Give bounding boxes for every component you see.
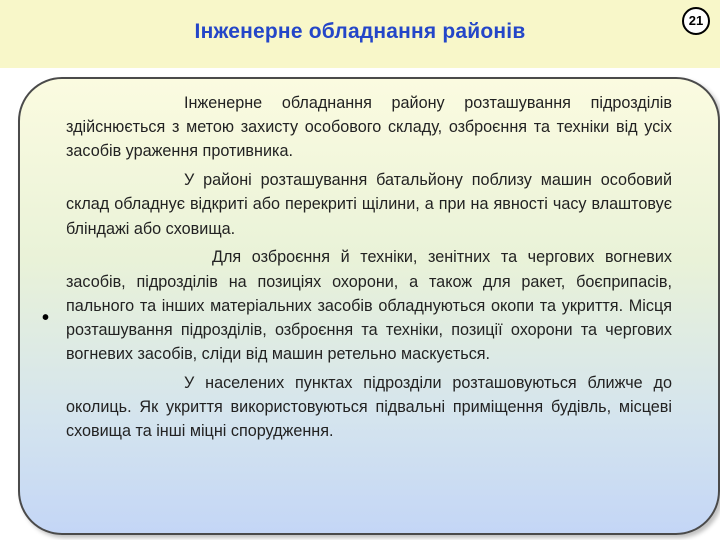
title-bar	[0, 0, 720, 68]
paragraph-2: У районі розташування батальйону поблизу машин особовий склад обладнує відкриті або перекриті щілини, а при на явності часу влаштовує бліндажі або сховища.	[66, 171, 672, 238]
paragraph-3: Для озброєння й техніки, зенітних та чергових вогневих засобів, підрозділів на позиціях охорони, а також для ракет, боєприпасів, пального та інших матеріальних засобів обладнуються окопи та укриття. Місця розташування підрозділів, озброєння та техніки, позиції охорони та чергових вогневих засобів, сліди від машин ретельно маскується.	[66, 248, 672, 364]
bullet-marker: •	[42, 307, 50, 329]
paragraph-1: Інженерне обладнання району розташування підрозділів здійснюється з метою захисту особового складу, озброєння та техніки від усіх засобів ураження противника.	[66, 94, 672, 161]
slide-title: Інженерне обладнання районів	[194, 20, 526, 43]
body-text	[66, 91, 672, 448]
page-number-badge: 21	[682, 7, 710, 35]
paragraph-4: У населених пунктах підрозділи розташовуються ближче до околиць. Як укриття використовуються підвальні приміщення будівль, місцеві сховища та інші міцні спорудження.	[66, 374, 672, 441]
